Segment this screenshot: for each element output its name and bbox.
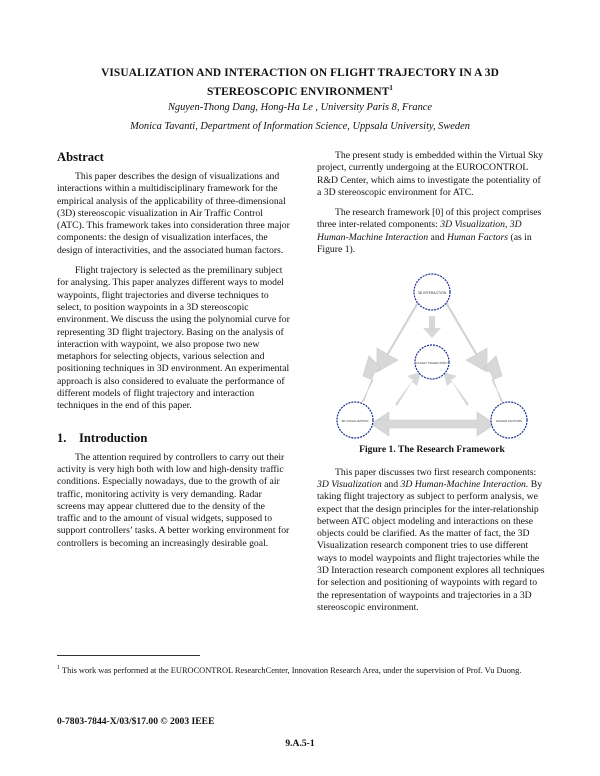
authors-line-1: Nguyen-Thong Dang, Hong-Ha Le , University Paris 8, France bbox=[167, 102, 433, 113]
abstract-paragraph-1: This paper describes the design of visualizations and interactions within a multidisciplinary framework for the empirical analysis of the applicability of three-dimensional (3D) stereoscopic visualization in Air Traffic Control (ATC). This framework takes into consideration three major components: the design of visualization interfaces, the design of interactivities, and the associated human factors. bbox=[57, 171, 290, 256]
node-center-label: FLIGHT TRAJECTORY bbox=[416, 361, 448, 366]
section-title: Introduction bbox=[79, 430, 148, 445]
copyright-line: 0-7803-7844-X/03/$17.00 © 2003 IEEE bbox=[57, 716, 215, 727]
introduction-paragraph-1: The attention required by controllers to carry out their activity is very high both with low and high-density traffic conditions. Especially nowadays, due to the growth of air traffic, monitoring activity is very demanding. Radar screens may appear cluttered due to the density of the traffic and to the amount of visual widgets, supposed to support controllers’ tasks. A better working environment for controllers is becoming an increasingly desirable goal. bbox=[57, 451, 290, 549]
p2-emphasis-1: 3D Visualization, 3D Human-Machine Interaction bbox=[317, 219, 522, 243]
right-paragraph-2 bbox=[317, 207, 547, 256]
p2-text-a: The research framework [0] of this project comprises three inter-related components: bbox=[317, 207, 542, 231]
p3-emphasis-1: 3D Visualization bbox=[317, 478, 382, 490]
research-framework-figure bbox=[317, 264, 547, 442]
node-right-label: HUMAN FACTORS bbox=[496, 419, 522, 424]
p2-emphasis-2: Human Factors bbox=[446, 231, 509, 243]
right-paragraph-3 bbox=[317, 467, 547, 615]
node-3d-interaction bbox=[414, 274, 450, 310]
p3-emphasis-2: 3D Human-Machine Interaction. bbox=[400, 478, 529, 490]
p2-text-b: and bbox=[428, 231, 447, 243]
authors-line-2: Monica Tavanti, Department of Information Science, Uppsala University, Sweden bbox=[130, 121, 470, 132]
arrow-center-left bbox=[395, 372, 421, 406]
node-flight-trajectory bbox=[415, 345, 449, 379]
abstract-paragraph-2: Flight trajectory is selected as the premilinary subject for analysing. This paper analyzes different ways to model waypoints, flight trajectories and diverse techniques to select, to position waypoints in a 3D stereoscopic environment. We discuss the using the polynomial curve for representing 3D flight trajectory. Basing on the analysis of interaction with waypoint, we also propose two new metaphors for selecting objects, various selection and positioning techniques in 3D environment. An experimental approach is also considered to evaluate the performance of different models of flight trajectory and interaction techniques in the end of this paper. bbox=[57, 265, 290, 412]
footnote bbox=[57, 662, 547, 677]
node-top-label: 3D INTERACTION bbox=[417, 291, 447, 296]
title-footnote-mark: 1 bbox=[389, 84, 394, 92]
arrow-center-right bbox=[443, 372, 469, 406]
introduction-heading bbox=[57, 431, 290, 446]
arrow-bottom bbox=[371, 412, 495, 436]
footnote-mark: 1 bbox=[57, 665, 60, 671]
p3-text-a: This paper discusses two first research components: bbox=[335, 466, 537, 478]
footnote-text: This work was performed at the EUROCONTROL ResearchCenter, Innovation Research Area, under the supervision of Prof. Vu Duong. bbox=[61, 665, 522, 675]
framework-diagram bbox=[317, 264, 547, 442]
right-column bbox=[317, 150, 547, 622]
paper-title bbox=[40, 66, 560, 100]
title-line-2: STEREOSCOPIC ENVIRONMENT bbox=[206, 85, 390, 98]
arrow-center-top bbox=[423, 316, 441, 338]
title-line-1: VISUALIZATION AND INTERACTION ON FLIGHT TRAJECTORY IN A 3D bbox=[101, 67, 499, 79]
right-paragraph-1: The present study is embedded within the Virtual Sky project, currently undergoing at the EUROCONTROL R&D Center, which aims to investigate the potentiality of a 3D stereoscopic environment for ATC. bbox=[317, 150, 544, 198]
left-column bbox=[57, 150, 290, 558]
footnote-rule bbox=[57, 655, 200, 656]
p3-text-b: and bbox=[381, 478, 401, 490]
author-block bbox=[40, 98, 560, 136]
abstract-heading: Abstract bbox=[57, 150, 104, 164]
figure-caption: Figure 1. The Research Framework bbox=[359, 444, 505, 456]
node-3d-visualization bbox=[337, 402, 373, 438]
page-number: 9.A.5-1 bbox=[285, 738, 315, 749]
node-left-label: 3D VISUALIZATION bbox=[341, 419, 369, 424]
section-number: 1. bbox=[57, 430, 67, 445]
p3-text-c: By taking flight trajectory as subject to perform analysis, we expect that the design principles for the inter-relationship between ATC object modeling and interactions on these objects could be clarified. As the matter of fact, the 3D Visualization research component tries to use different ways to model waypoints and flight trajectories while the 3D Interaction research component explores all techniques for selection and positioning of waypoints with regard to the representation of waypoints and trajectories in a 3D stereoscopic environment. bbox=[317, 478, 545, 613]
p2-text-c: (as in Figure 1). bbox=[317, 231, 532, 256]
node-human-factors bbox=[491, 402, 527, 438]
